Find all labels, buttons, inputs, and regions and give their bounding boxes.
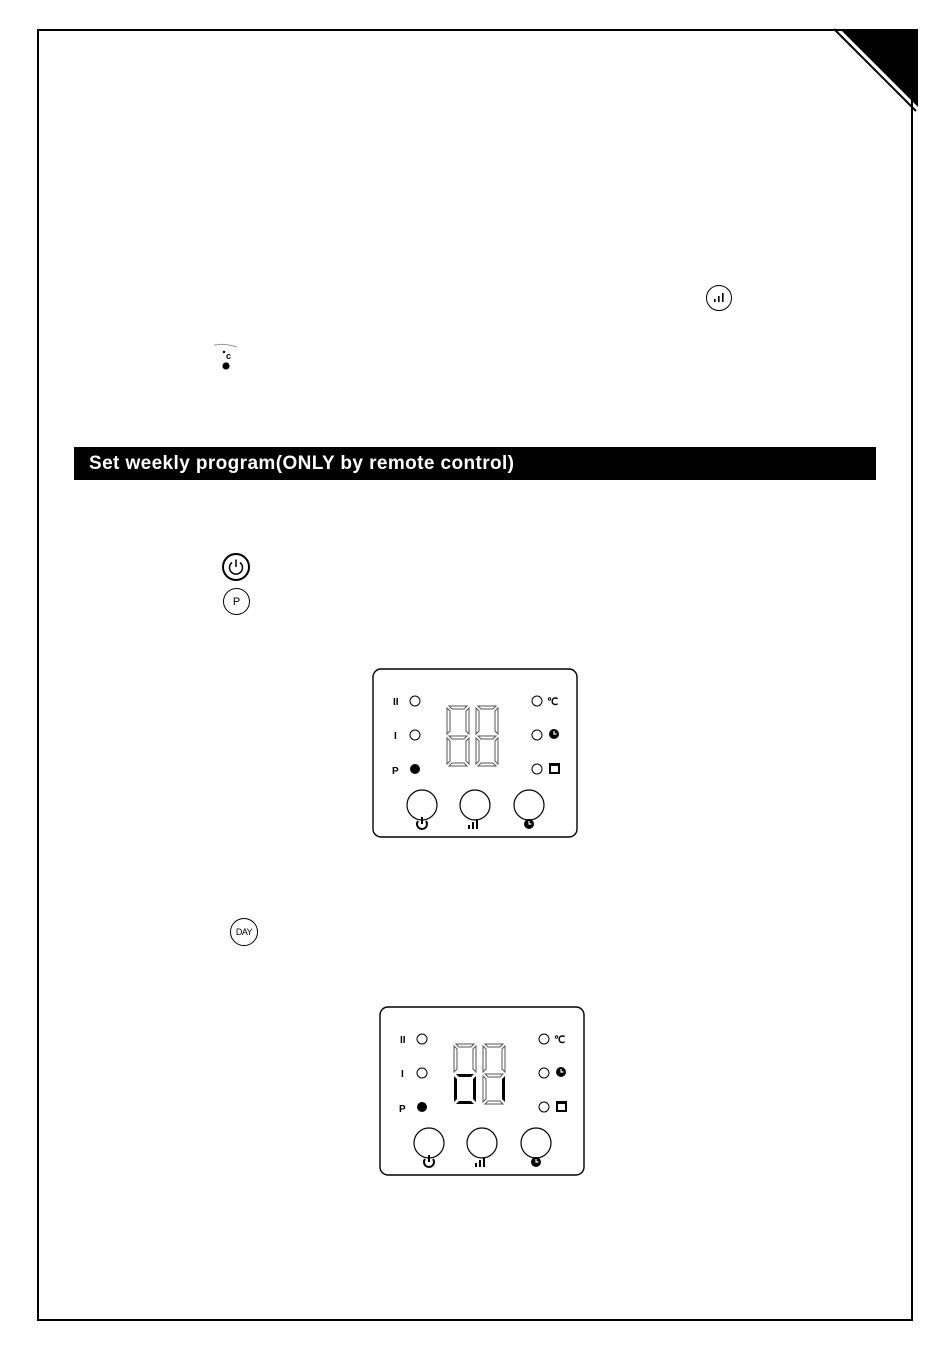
program-label: P <box>392 766 399 777</box>
level-1-label: I <box>401 1069 404 1080</box>
fan-level-button[interactable] <box>467 1128 497 1158</box>
power-icon <box>222 553 250 581</box>
program-icon <box>223 588 250 615</box>
level-1-label: I <box>394 731 397 742</box>
page-corner-decoration <box>830 27 920 115</box>
timer-button[interactable] <box>514 790 544 820</box>
program-label: P <box>232 595 241 608</box>
temperature-icon <box>213 343 243 375</box>
power-button[interactable] <box>407 790 437 820</box>
clock-icon <box>531 1157 541 1167</box>
program-label: P <box>399 1104 406 1115</box>
power-button[interactable] <box>414 1128 444 1158</box>
control-panel-display-2 <box>378 1005 586 1177</box>
clock-icon <box>524 819 534 829</box>
fan-level-button[interactable] <box>460 790 490 820</box>
temp-label: c <box>226 351 232 361</box>
day-label: DAY <box>235 927 253 937</box>
control-panel-display-1 <box>371 667 579 839</box>
timer-button[interactable] <box>521 1128 551 1158</box>
celsius-label: ℃ <box>547 697 559 708</box>
celsius-label: ℃ <box>554 1035 566 1046</box>
day-icon <box>230 918 258 946</box>
level-2-label: II <box>393 697 399 708</box>
fan-level-icon <box>706 285 732 311</box>
level-2-label: II <box>400 1035 406 1046</box>
section-title: Set weekly program(ONLY by remote control) <box>74 447 876 480</box>
